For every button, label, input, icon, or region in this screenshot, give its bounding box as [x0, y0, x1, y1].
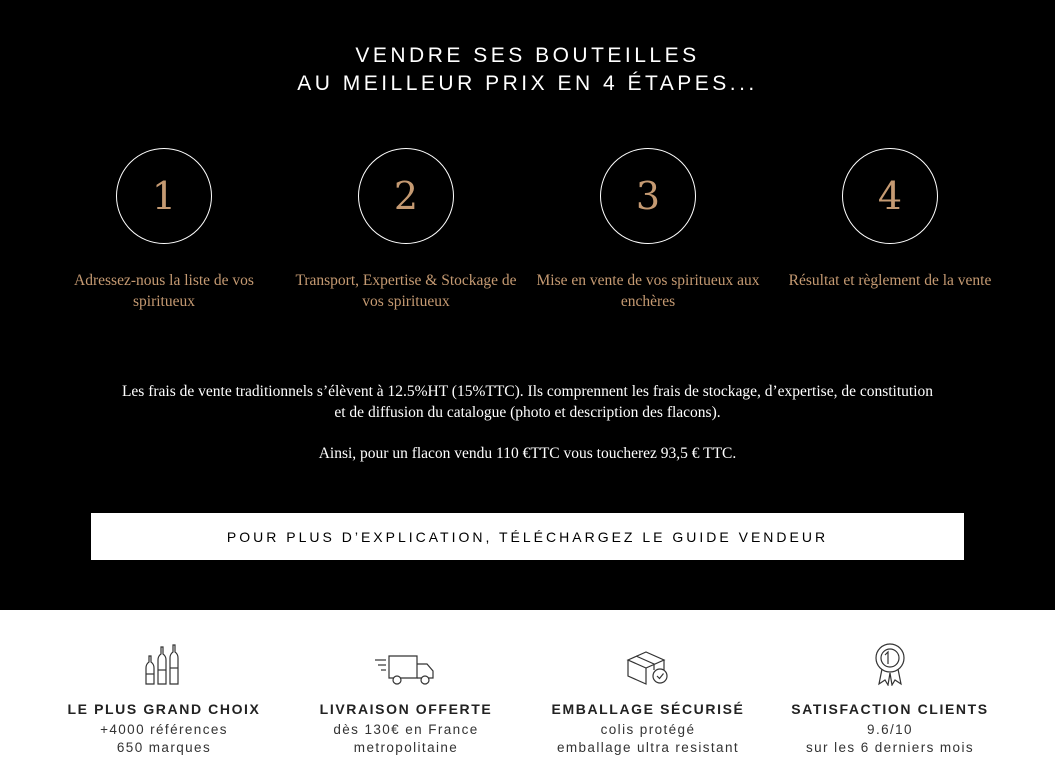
feature-line: sur les 6 derniers mois	[806, 740, 974, 755]
feature-line: metropolitaine	[353, 740, 459, 755]
step-1	[44, 148, 284, 312]
feature-packaging	[528, 640, 768, 757]
feature-title: SATISFACTION CLIENTS	[791, 701, 989, 717]
delivery-truck-icon	[286, 640, 526, 686]
award-ribbon-icon	[770, 640, 1010, 686]
example-text: Ainsi, pour un flacon vendu 110 €TTC vous toucherez 93,5 € TTC.	[318, 445, 737, 462]
step-3	[528, 148, 768, 312]
download-guide-button[interactable]: POUR PLUS D’EXPLICATION, TÉLÉCHARGEZ LE GUIDE VENDEUR	[91, 513, 964, 560]
section-title	[0, 42, 1055, 98]
step-label: Résultat et règlement de la vente	[788, 272, 992, 289]
section-title-line1: VENDRE SES BOUTEILLES	[355, 44, 700, 67]
feature-line: colis protégé	[600, 722, 696, 737]
feature-line: +4000 références	[100, 722, 228, 737]
step-number-circle: 2	[358, 148, 454, 244]
feature-line: 650 marques	[116, 740, 212, 755]
bottles-icon	[44, 640, 284, 686]
package-icon	[528, 640, 768, 686]
step-label: Adressez-nous la liste de vos spiritueux	[74, 272, 254, 310]
step-number-circle: 1	[116, 148, 212, 244]
step-2	[286, 148, 526, 312]
feature-satisfaction	[770, 640, 1010, 757]
feature-line: dès 130€ en France	[333, 722, 479, 737]
step-number-circle: 4	[842, 148, 938, 244]
feature-delivery	[286, 640, 526, 757]
feature-title: LE PLUS GRAND CHOIX	[67, 701, 261, 717]
feature-title: EMBALLAGE SÉCURISÉ	[551, 701, 745, 717]
step-label: Mise en vente de vos spiritueux aux enchères	[536, 272, 760, 310]
section-title-line2: AU MEILLEUR PRIX EN 4 ÉTAPES...	[297, 72, 758, 95]
fees-text: Les frais de vente traditionnels s’élèvent à 12.5%HT (15%TTC). Ils comprennent les frais de stockage, d’expertise, de constitution et de diffusion du catalogue (photo et description des flacons).	[121, 383, 934, 421]
feature-line: 9.6/10	[867, 722, 913, 737]
step-number-circle: 3	[600, 148, 696, 244]
step-4	[770, 148, 1010, 291]
feature-choice	[44, 640, 284, 757]
step-label: Transport, Expertise & Stockage de vos spiritueux	[295, 272, 517, 310]
feature-title: LIVRAISON OFFERTE	[319, 701, 493, 717]
feature-line: emballage ultra resistant	[556, 740, 740, 755]
